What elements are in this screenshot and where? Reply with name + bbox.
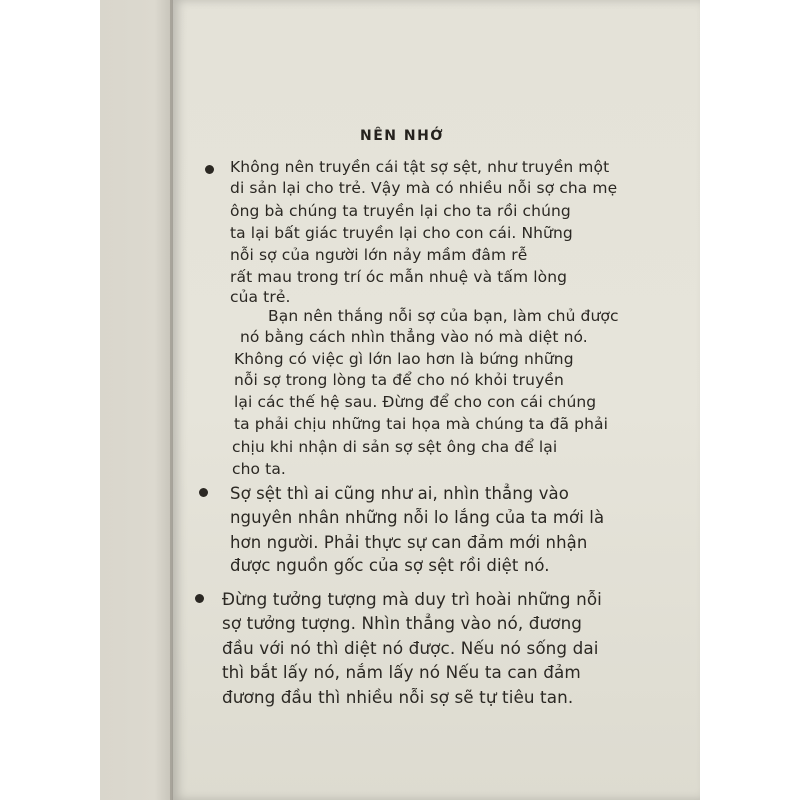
text-line: ông bà chúng ta truyền lại cho ta rồi chúng [230,202,571,220]
bullet-dot-icon [205,165,214,174]
text-line: Bạn nên thắng nỗi sợ của bạn, làm chủ được [268,307,619,325]
text-line: Đừng tưởng tượng mà duy trì hoài những nỗi [222,589,602,609]
page-title: NÊN NHỚ [360,128,445,144]
text-line: đầu với nó thì diệt nó được. Nếu nó sống dai [222,638,599,658]
text-line: hơn người. Phải thực sự can đảm mới nhận [230,533,588,552]
text-line: Không nên truyền cái tật sợ sệt, như truyền một [230,158,610,176]
text-line: của trẻ. [230,288,291,306]
text-line: nỗi sợ trong lòng ta để cho nó khỏi truyền [234,371,564,389]
text-line: cho ta. [232,460,286,478]
text-line: ta lại bất giác truyền lại cho con cái. Những [230,224,573,242]
text-line: lại các thế hệ sau. Đừng để cho con cái chúng [234,393,597,411]
bullet-dot-icon [195,594,204,603]
bullet-dot-icon [199,488,208,497]
text-line: nó bằng cách nhìn thẳng vào nó mà diệt nó. [240,328,588,346]
text-line: đương đầu thì nhiều nỗi sợ sẽ tự tiêu tan. [222,687,574,707]
previous-page-edge [100,0,178,800]
text-line: chịu khi nhận di sản sợ sệt ông cha để lại [232,438,558,456]
text-line: Không có việc gì lớn lao hơn là bứng những [234,350,574,368]
text-line: nỗi sợ của người lớn nảy mầm đâm rễ [230,246,528,264]
text-line: di sản lại cho trẻ. Vậy mà có nhiều nỗi sợ cha mẹ [230,179,618,197]
text-line: rất mau trong trí óc mẫn nhuệ và tấm lòng [230,268,568,286]
text-line: Sợ sệt thì ai cũng như ai, nhìn thẳng vào [230,484,569,503]
page-fold-shadow [170,0,173,800]
text-line: được nguồn gốc của sợ sệt rồi diệt nó. [230,556,550,575]
text-line: thì bắt lấy nó, nắm lấy nó Nếu ta can đảm [222,662,581,682]
text-line: sợ tưởng tượng. Nhìn thẳng vào nó, đương [222,613,583,633]
text-line: ta phải chịu những tai họa mà chúng ta đã phải [234,415,609,433]
text-line: nguyên nhân những nỗi lo lắng của ta mới là [230,508,605,527]
